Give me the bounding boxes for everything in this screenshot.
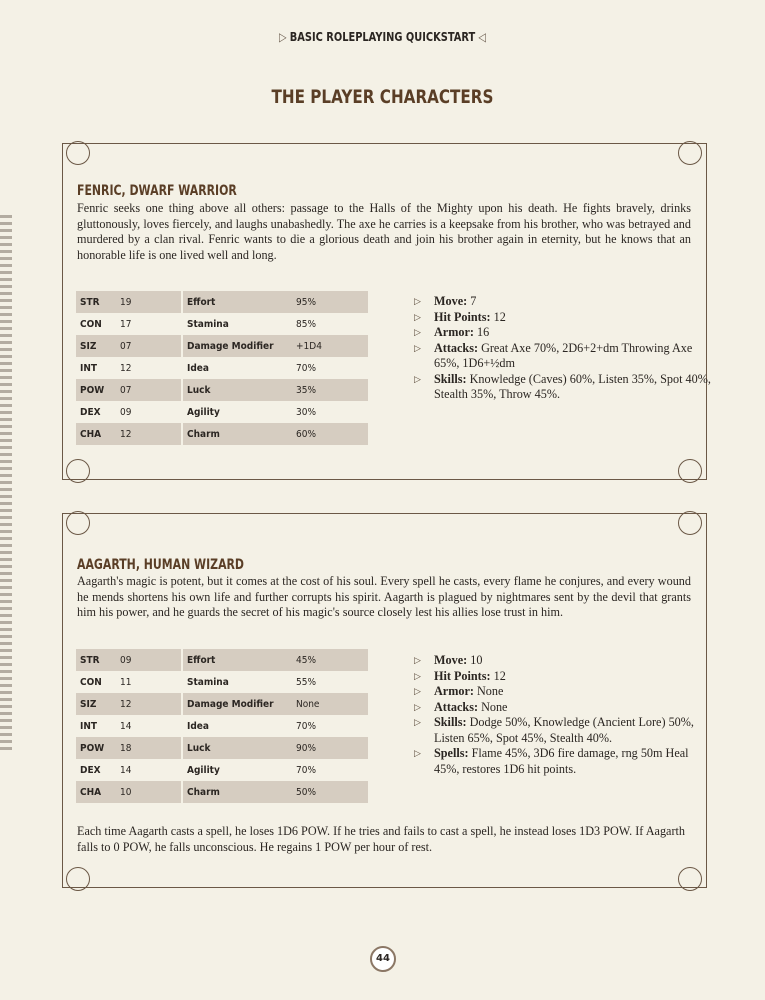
trait-value: None xyxy=(476,684,504,698)
stat-value: 09 xyxy=(120,406,132,418)
stats-row xyxy=(76,357,368,379)
stats-row xyxy=(76,781,368,803)
trait-label: Move: xyxy=(434,653,468,667)
stat-name: STR xyxy=(76,649,116,671)
stat-name: INT xyxy=(80,720,98,732)
skill-name: Stamina xyxy=(182,313,292,335)
stats-row xyxy=(76,737,368,759)
stats-row xyxy=(76,715,368,737)
skill-value: None xyxy=(292,693,368,715)
stat-name: CON xyxy=(80,318,102,330)
trait-value: Flame 45%, 3D6 fire damage, rng 50m Heal 45%, restores 1D6 hit points. xyxy=(434,746,689,776)
trait-item xyxy=(414,341,714,372)
stats-row xyxy=(76,671,368,693)
skill-name: Damage Modifier xyxy=(182,693,292,715)
page-title: THE PLAYER CHARACTERS xyxy=(271,86,494,108)
trait-label: Armor: xyxy=(434,684,474,698)
corner-ornament-icon xyxy=(678,141,702,165)
stat-value: 17 xyxy=(120,318,132,330)
corner-ornament-icon xyxy=(66,141,90,165)
skill-name: Effort xyxy=(182,649,292,671)
stat-value: 14 xyxy=(120,720,132,732)
stat-name: POW xyxy=(76,737,116,759)
skill-value: 70% xyxy=(296,720,316,732)
trait-item xyxy=(414,294,714,310)
running-header: ▷ BASIC ROLEPLAYING QUICKSTART ◁ xyxy=(279,30,486,44)
trait-value: None xyxy=(481,699,508,714)
stats-row xyxy=(76,335,368,357)
stat-name: CHA xyxy=(76,423,116,445)
stats-row xyxy=(76,401,368,423)
stat-value: 12 xyxy=(116,693,182,715)
stats-table xyxy=(76,649,368,803)
skill-name: Stamina xyxy=(182,671,292,693)
skill-value: 95% xyxy=(292,291,368,313)
trait-item xyxy=(414,653,714,669)
trait-label: Attacks: xyxy=(434,340,479,355)
binding-strip xyxy=(0,215,12,750)
skill-name: Effort xyxy=(182,291,292,313)
stat-name: SIZ xyxy=(76,693,116,715)
skill-name: Charm xyxy=(182,423,292,445)
trait-label: Armor: xyxy=(434,325,474,339)
skill-value: 85% xyxy=(296,318,316,330)
stat-value: 07 xyxy=(116,335,182,357)
stat-name: DEX xyxy=(80,406,101,418)
trait-label: Move: xyxy=(434,294,468,308)
skill-value: +1D4 xyxy=(292,335,368,357)
corner-ornament-icon xyxy=(678,459,702,483)
stats-row xyxy=(76,423,368,445)
traits-list xyxy=(414,294,714,403)
stats-row xyxy=(76,313,368,335)
stats-row xyxy=(76,291,368,313)
skill-value: 60% xyxy=(292,423,368,445)
character-name: FENRIC, DWARF WARRIOR xyxy=(77,183,237,199)
stat-name: POW xyxy=(76,379,116,401)
stat-value: 18 xyxy=(116,737,182,759)
stat-value: 14 xyxy=(120,764,132,776)
character-name: AAGARTH, HUMAN WIZARD xyxy=(77,557,244,573)
skill-name: Agility xyxy=(182,401,292,423)
stat-name: CHA xyxy=(76,781,116,803)
stats-row xyxy=(76,759,368,781)
trait-label: Spells: xyxy=(434,746,469,760)
stats-row xyxy=(76,693,368,715)
trait-value: 12 xyxy=(493,309,506,324)
trait-item xyxy=(414,372,714,403)
trait-label: Skills: xyxy=(434,371,467,386)
stat-name: SIZ xyxy=(76,335,116,357)
stat-value: 07 xyxy=(116,379,182,401)
stat-name: DEX xyxy=(80,764,101,776)
stat-name: INT xyxy=(80,362,98,374)
stat-value: 12 xyxy=(116,423,182,445)
trait-item xyxy=(414,715,714,746)
skill-value: 45% xyxy=(292,649,368,671)
corner-ornament-icon xyxy=(678,867,702,891)
character-description: Aagarth's magic is potent, but it comes at the cost of his soul. Every spell he casts, every flame he conjures, and every wound he mends shortens his own life and further corrupts his spirit. Aagarth is plagued by nightmares sent by the devil that grants him his power, and he guards the secret of his magic's source closely lest his allies lose trust in him. xyxy=(77,574,691,619)
skill-name: Agility xyxy=(182,759,292,781)
stat-value: 11 xyxy=(120,676,132,688)
corner-ornament-icon xyxy=(678,511,702,535)
trait-label: Hit Points: xyxy=(434,309,491,324)
trait-value: 16 xyxy=(476,325,490,339)
skill-value: 30% xyxy=(296,406,316,418)
trait-value: 10 xyxy=(470,653,483,667)
traits-list xyxy=(414,653,714,777)
trait-value: Dodge 50%, Knowledge (Ancient Lore) 50%, Listen 65%, Spot 45%, Stealth 40%. xyxy=(434,715,694,745)
trait-item xyxy=(414,310,714,326)
skill-value: 50% xyxy=(292,781,368,803)
stat-value: 10 xyxy=(116,781,182,803)
character-description: Fenric seeks one thing above all others: passage to the Halls of the Mighty upon his death. He fights bravely, drinks gluttonously, loves fiercely, and laughs unabashedly. The axe he carries is a keepsake from his brother, who was betrayed and murdered by a clan rival. Fenric wants to die a glorious death and join his brother again in eternity, but he knows that an honorable life is one lived well and long. xyxy=(77,201,691,262)
skill-value: 55% xyxy=(296,676,316,688)
spell-cost-note: Each time Aagarth casts a spell, he loses 1D6 POW. If he tries and fails to cast a spell, he instead loses 1D3 POW. If Aagarth falls to 0 POW, he falls unconscious. He regains 1 POW per hour of rest. xyxy=(77,824,685,854)
skill-value: 90% xyxy=(292,737,368,759)
trait-value: 12 xyxy=(493,668,506,683)
skill-name: Luck xyxy=(182,379,292,401)
corner-ornament-icon xyxy=(66,511,90,535)
trait-label: Hit Points: xyxy=(434,668,491,683)
skill-name: Idea xyxy=(182,715,292,737)
skill-value: 35% xyxy=(292,379,368,401)
stats-row xyxy=(76,649,368,671)
stat-name: CON xyxy=(80,676,102,688)
trait-item xyxy=(414,325,714,341)
trait-item xyxy=(414,746,714,777)
skill-value: 70% xyxy=(296,362,316,374)
skill-name: Damage Modifier xyxy=(182,335,292,357)
stat-value: 19 xyxy=(116,291,182,313)
corner-ornament-icon xyxy=(66,459,90,483)
skill-name: Idea xyxy=(182,357,292,379)
triangle-left-icon: ◁ xyxy=(475,30,486,44)
trait-value: Great Axe 70%, 2D6+2+dm Throwing Axe 65%, 1D6+½dm xyxy=(434,340,693,370)
skill-name: Luck xyxy=(182,737,292,759)
trait-label: Skills: xyxy=(434,715,467,729)
trait-item xyxy=(414,684,714,700)
stat-name: STR xyxy=(76,291,116,313)
trait-value: 7 xyxy=(470,294,477,308)
skill-name: Charm xyxy=(182,781,292,803)
trait-item xyxy=(414,700,714,716)
stats-table xyxy=(76,291,368,445)
skill-value: 70% xyxy=(296,764,316,776)
trait-item xyxy=(414,669,714,685)
page-number: 44 xyxy=(370,946,396,972)
stats-row xyxy=(76,379,368,401)
corner-ornament-icon xyxy=(66,867,90,891)
stat-value: 09 xyxy=(116,649,182,671)
stat-value: 12 xyxy=(120,362,132,374)
trait-value: Knowledge (Caves) 60%, Listen 35%, Spot 40%, Stealth 35%, Throw 45%. xyxy=(434,371,711,401)
trait-label: Attacks: xyxy=(434,699,479,714)
triangle-right-icon: ▷ xyxy=(279,30,290,44)
